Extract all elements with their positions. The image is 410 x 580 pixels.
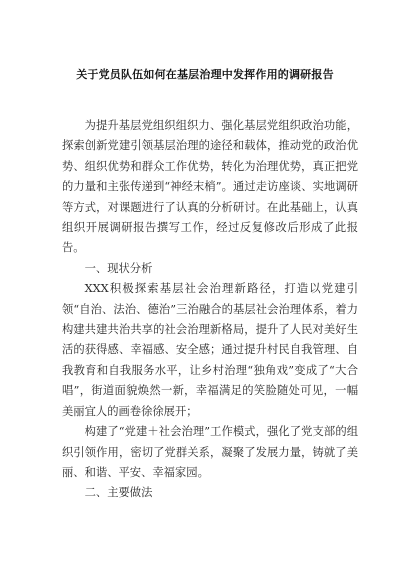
- section-heading-2: 二、主要做法: [84, 486, 153, 500]
- document-title: 关于党员队伍如何在基层治理中发挥作用的调研报告: [76, 68, 334, 81]
- document-body: [62, 116, 358, 504]
- intro-paragraph: 为提升基层党组织组织力、强化基层党组织政治功能，探索创新党建引领基层治理的途径和载体，推动党的政治优势、组织优势和群众工作优势，转化为治理优势，真正把党的力量和主张传递到“神经末梢”。通过走访座谈、实地调研等方式，对课题进行了认真的分析研讨。在此基础上，认真组织开展调研报告撰写工作，经过反复修改后形成了此报告。: [62, 119, 358, 255]
- section-heading-1: 一、现状分析: [84, 261, 153, 275]
- section1-paragraph-1: XXX积极探索基层社会治理新路径，打造以党建引领“自治、法治、德治”三治融合的基层社会治理体系，着力构建共建共治共享的社会治理新格局，提升了人民对美好生活的获得感、幸福感、安全感；通过提升村民自我管理、自我教育和自我服务水平，让乡村治理“独角戏”变成了“大合唱”，街道面貌焕然一新，幸福满足的笑脸随处可见，一幅美丽宜人的画卷徐徐展开；: [62, 282, 358, 418]
- section1-paragraph-2: 构建了“党建＋社会治理”工作模式，强化了党支部的组织引领作用，密切了党群关系，凝聚了发展力量，铸就了美丽、和谐、平安、幸福家园。: [62, 425, 358, 479]
